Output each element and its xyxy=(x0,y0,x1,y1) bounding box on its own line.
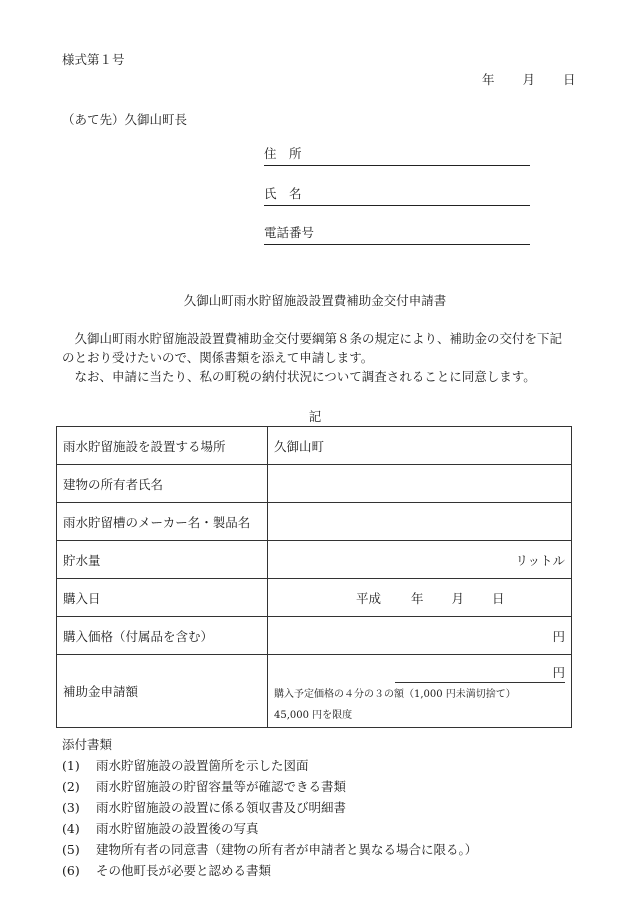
list-item: (3) 雨水貯留施設の設置に係る領収書及び明細書 xyxy=(62,800,347,815)
name-field[interactable] xyxy=(264,185,530,206)
address-label: 住 所 xyxy=(264,146,302,161)
document-title: 久御山町雨水貯留施設設置費補助金交付申請書 xyxy=(183,293,447,308)
list-item: (5) 建物所有者の同意書（建物の所有者が申請者と異なる場合に限る。） xyxy=(62,842,478,857)
name-label: 氏 名 xyxy=(264,186,302,201)
table-row xyxy=(57,617,572,655)
volume-unit: リットル xyxy=(515,552,565,568)
attachments-heading: 添付書類 xyxy=(62,737,113,752)
subsidy-unit: 円 xyxy=(395,663,565,683)
purchase-date-value[interactable] xyxy=(268,579,572,617)
owner-label: 建物の所有者氏名 xyxy=(57,465,268,503)
purchase-year: 年 xyxy=(411,590,424,606)
price-unit: 円 xyxy=(552,628,565,644)
subsidy-label: 補助金申請額 xyxy=(57,655,268,728)
table-row xyxy=(57,465,572,503)
location-value[interactable]: 久御山町 xyxy=(268,427,572,465)
purchase-day: 日 xyxy=(492,590,505,606)
ki-heading: 記 xyxy=(308,409,322,424)
table-row xyxy=(57,427,572,465)
body-paragraph-1: 久御山町雨水貯留施設設置費補助金交付要綱第８条の規定により、補助金の交付を下記のとおり受けたいので、関係書類を添えて申請します。 xyxy=(62,331,563,365)
date-month: 月 xyxy=(522,72,536,87)
subsidy-value[interactable] xyxy=(268,655,572,728)
volume-label: 貯水量 xyxy=(57,541,268,579)
volume-value[interactable] xyxy=(268,541,572,579)
date-day: 日 xyxy=(563,72,576,87)
table-row xyxy=(57,579,572,617)
list-item: (4) 雨水貯留施設の設置後の写真 xyxy=(62,821,259,836)
addressee: （あて先）久御山町長 xyxy=(62,112,188,127)
list-item: (2) 雨水貯留施設の貯留容量等が確認できる書類 xyxy=(62,779,347,794)
list-item: (6) その他町長が必要と認める書類 xyxy=(62,863,272,878)
phone-field[interactable] xyxy=(264,224,530,245)
owner-value[interactable] xyxy=(268,465,572,503)
application-table xyxy=(56,426,572,728)
address-field[interactable] xyxy=(264,145,530,166)
subsidy-note-2: 45,000 円を限度 xyxy=(274,710,353,721)
table-row xyxy=(57,541,572,579)
form-number: 様式第１号 xyxy=(62,52,125,67)
maker-label: 雨水貯留槽のメーカー名・製品名 xyxy=(57,503,268,541)
purchase-date-label: 購入日 xyxy=(57,579,268,617)
application-date xyxy=(482,70,576,88)
list-item: (1) 雨水貯留施設の設置箇所を示した図面 xyxy=(62,758,309,773)
maker-value[interactable] xyxy=(268,503,572,541)
price-label: 購入価格（付属品を含む） xyxy=(57,617,268,655)
table-row xyxy=(57,503,572,541)
body-paragraph-2: なお、申請に当たり、私の町税の納付状況について調査されることに同意します。 xyxy=(74,369,536,384)
subsidy-note-1: 購入予定価格の４分の３の額（1,000 円未満切捨て） xyxy=(274,689,516,700)
purchase-era: 平成 xyxy=(356,590,382,606)
location-label: 雨水貯留施設を設置する場所 xyxy=(57,427,268,465)
date-year: 年 xyxy=(482,72,495,87)
phone-label: 電話番号 xyxy=(264,225,315,240)
price-value[interactable] xyxy=(268,617,572,655)
purchase-month: 月 xyxy=(451,590,465,606)
table-row xyxy=(57,655,572,728)
